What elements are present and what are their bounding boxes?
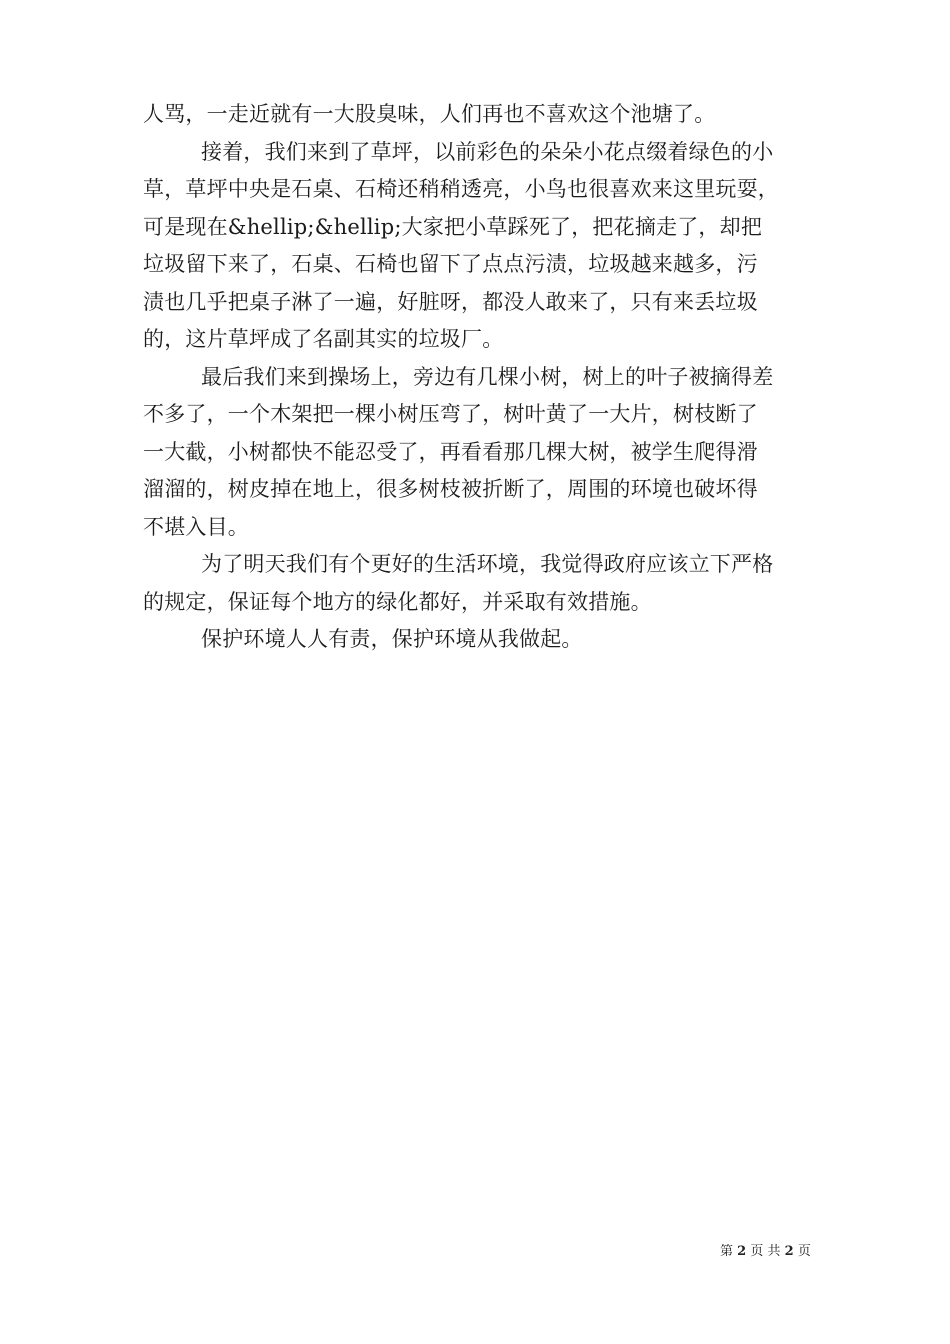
text-line: 不多了，一个木架把一棵小树压弯了，树叶黄了一大片，树枝断了 — [143, 402, 758, 426]
text-line: 人骂，一走近就有一大股臭味，人们再也不喜欢这个池塘了。 — [143, 102, 716, 126]
text-line: 溜溜的，树皮掉在地上，很多树枝被折断了，周围的环境也破坏得 — [143, 477, 758, 501]
total-pages-number: 2 — [784, 1244, 794, 1259]
text-line: 渍也几乎把桌子淋了一遍，好脏呀，都没人敢来了，只有来丢垃圾 — [143, 289, 758, 314]
text-line: 不堪入目。 — [143, 514, 249, 539]
text-line: 一大截，小树都快不能忍受了，再看看那几棵大树，被学生爬得滑 — [143, 439, 758, 464]
text-line: 的规定，保证每个地方的绿化都好，并采取有效措施。 — [143, 589, 652, 614]
text-line: 的，这片草坪成了名副其实的垃圾厂。 — [143, 327, 504, 351]
paragraph-start-line: 保护环境人人有责，保护环境从我做起。 — [201, 627, 583, 651]
text-line: 草，草坪中央是石桌、石椅还稍稍透亮，小鸟也很喜欢来这里玩耍， — [143, 177, 779, 201]
page-footer — [720, 1240, 811, 1259]
current-page-number: 2 — [737, 1244, 747, 1259]
body-text — [143, 96, 811, 659]
paragraph-start-line: 为了明天我们有个更好的生活环境，我觉得政府应该立下严格 — [201, 552, 774, 576]
text-line: 可是现在&hellip;&hellip;大家把小草踩死了，把花摘走了，却把 — [143, 214, 763, 239]
paragraph-start-line: 最后我们来到操场上，旁边有几棵小树，树上的叶子被摘得差 — [201, 364, 774, 389]
paragraph-start-line: 接着，我们来到了草坪，以前彩色的朵朵小花点缀着绿色的小 — [201, 139, 774, 164]
text-line: 垃圾留下来了，石桌、石椅也留下了点点污渍，垃圾越来越多，污 — [143, 252, 758, 276]
footer-middle: 页 共 — [750, 1244, 781, 1259]
footer-suffix: 页 — [797, 1244, 811, 1259]
footer-prefix: 第 — [720, 1244, 734, 1259]
